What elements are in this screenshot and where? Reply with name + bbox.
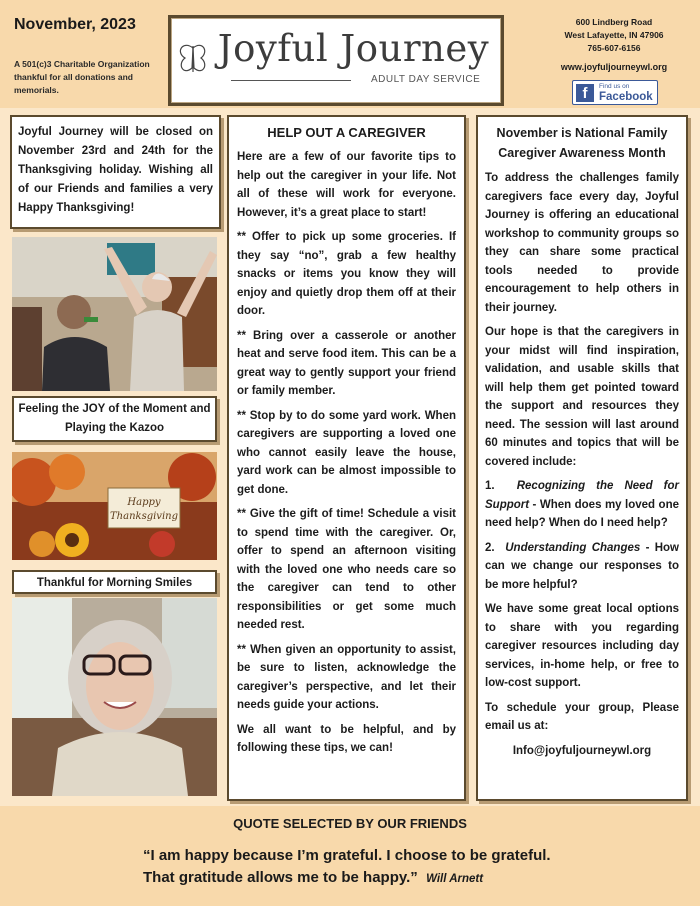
- kazoo-photo: [12, 237, 217, 391]
- sign-line1: Happy: [127, 497, 161, 508]
- tip-listen: ** When given an opportunity to assist, be sure to listen, acknowledge the caregiver’s perspective, and let their needs guide your actions.: [237, 643, 456, 711]
- awareness-month-body: [485, 169, 679, 760]
- address-street: 600 Lindberg Road: [575, 17, 653, 27]
- workshop-hope: Our hope is that the caregivers in your midst will find inspiration, validation, and usable skills that will help them get pointed toward the support and resources they need. The session will last around 60 minutes and topics that will be covered include:: [485, 326, 679, 468]
- address-block: [540, 16, 688, 55]
- facebook-icon: f: [576, 84, 594, 102]
- charity-statement: A 501(c)3 Charitable Organization thankful for all donations and memorials.: [14, 59, 150, 95]
- facebook-button[interactable]: [572, 80, 658, 105]
- topic-1-text: - When does my loved one need help? When do I need help?: [485, 498, 679, 529]
- help-caregiver-panel: [227, 115, 466, 801]
- newsletter-month: November, 2023: [14, 16, 136, 33]
- awareness-month-panel: [476, 115, 688, 801]
- schedule-prompt: To schedule your group, Please email us at:: [485, 701, 679, 732]
- tip-yard-work: ** Stop by to do some yard work. When caregivers are supporting a loved one who cannot easily leave the house, yard work can be almost impossible to get done.: [237, 409, 456, 496]
- tip-intro: Here are a few of our favorite tips to help out the caregiver in your life. Not all of these will work for everyone. However, it’s a great place to start!: [237, 151, 456, 219]
- smiles-caption: Thankful for Morning Smiles: [12, 570, 217, 594]
- tip-groceries: ** Offer to pick up some groceries. If they say “no”, grab a few healthy snacks or items you know they will enjoy and quietly drop them off at their door.: [237, 231, 456, 317]
- facebook-find-us: Find us on: [599, 83, 630, 90]
- topic-1: [485, 477, 679, 533]
- thanksgiving-photo: [12, 452, 217, 560]
- quote-author: Will Arnett: [426, 873, 484, 885]
- tip-gift-of-time: ** Give the gift of time! Schedule a visit to spend time with the caregiver. Or, offer to spend an afternoon visiting with the loved one who needs care so the caregiver can tend to other responsibilities or get some much needed rest.: [237, 508, 456, 631]
- local-options: We have some great local options to share with you regarding caregiver resources including day services, in-home help, or free to low-cost support.: [485, 603, 679, 689]
- contact-email-link[interactable]: Info@joyfuljourneywl.org: [512, 744, 652, 757]
- topic-1-title: Recognizing the Need for Support: [485, 480, 679, 511]
- address-phone: 765-607-6156: [587, 43, 641, 53]
- topic-2: [485, 539, 679, 595]
- workshop-intro: To address the challenges family caregivers face every day, Joyful Journey is offering an educational workshop to community groups so they can share some practical tools needed to provide encouragement to help others in their journey.: [485, 172, 679, 314]
- topic-2-text: - How can we change our responses to be more helpful?: [485, 541, 680, 591]
- tip-closing: We all want to be helpful, and by following these tips, we can!: [237, 723, 456, 754]
- quote-heading: QUOTE SELECTED BY OUR FRIENDS: [233, 816, 467, 831]
- logo-rule: [231, 80, 351, 81]
- logo: [168, 15, 504, 106]
- topic-2-title: Understanding Changes: [505, 541, 641, 554]
- help-caregiver-body: [237, 148, 456, 758]
- topic-1-number: 1.: [485, 480, 495, 492]
- quote-block: [143, 845, 573, 890]
- logo-subtitle: ADULT DAY SERVICE: [371, 74, 481, 85]
- awareness-month-title: November is National Family Caregiver Awareness Month: [496, 126, 668, 160]
- tip-casserole: ** Bring over a casserole or another heat and serve food item. This can be a great way to gently support your friend or family member.: [237, 329, 456, 397]
- sign-line2: Thanksgiving: [110, 511, 178, 522]
- address-city: West Lafayette, IN 47906: [564, 30, 664, 40]
- morning-smiles-photo: [12, 598, 217, 796]
- kazoo-caption: Feeling the JOY of the Moment and Playing the Kazoo: [12, 396, 217, 442]
- logo-title: Joyful Journey: [217, 27, 490, 70]
- quote-text: “I am happy because I’m grateful. I choose to be grateful. That gratitude allows me to be happy.”: [143, 847, 551, 886]
- holiday-closure-notice: Joyful Journey will be closed on November 23rd and 24th for the Thanksgiving holiday. Wishing all of our Friends and families a very Happy Thanksgiving!: [10, 115, 221, 229]
- facebook-label: Facebook: [599, 91, 653, 103]
- help-caregiver-title: HELP OUT A CAREGIVER: [267, 125, 426, 140]
- website-link[interactable]: www.joyfuljourneywl.org: [560, 62, 668, 72]
- topic-2-number: 2.: [485, 541, 495, 554]
- butterfly-icon: [177, 42, 209, 78]
